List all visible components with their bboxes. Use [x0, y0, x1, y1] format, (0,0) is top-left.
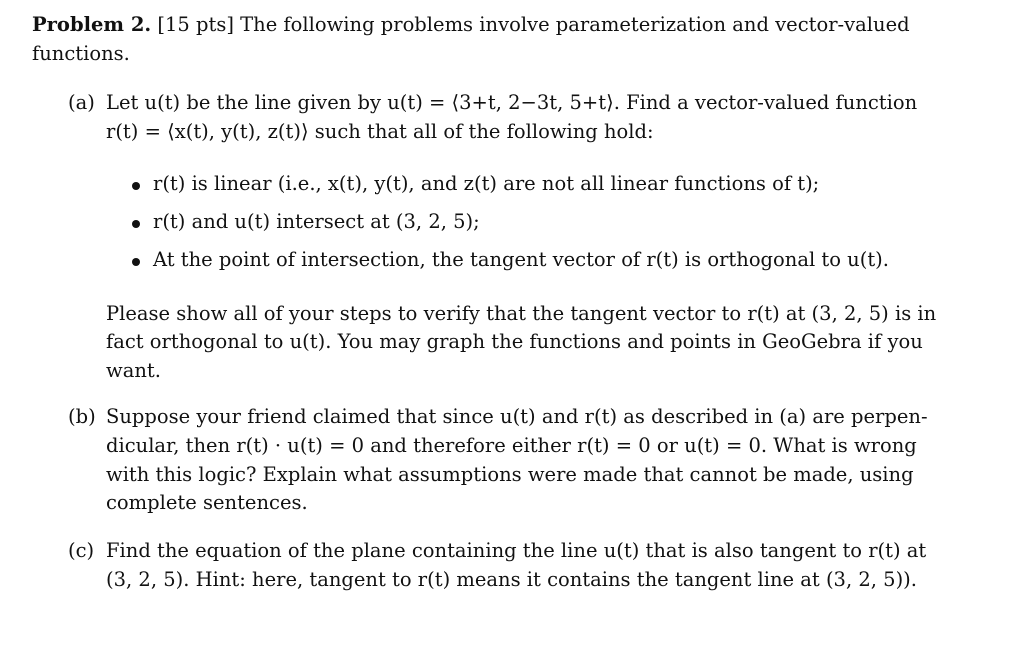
- problem-title-line: [32, 15, 910, 35]
- part-a-paragraph-line-3: want.: [106, 359, 161, 382]
- bullet-2-dot: [132, 220, 140, 228]
- part-a-bullet-1: r(t) is linear (i.e., x(t), y(t), and z(t) are not all linear functions of t);: [153, 172, 820, 195]
- part-a-bullet-3: At the point of intersection, the tangent vector of r(t) is orthogonal to u(t).: [153, 248, 889, 271]
- part-c-label: (c): [68, 539, 95, 562]
- part-b-label: (b): [68, 405, 96, 428]
- part-a-paragraph-line-2: fact orthogonal to u(t). You may graph the functions and points in GeoGebra if you: [106, 330, 923, 353]
- part-c-line-2: (3, 2, 5). Hint: here, tangent to r(t) means it contains the tangent line at (3, 2, 5)).: [106, 568, 917, 591]
- part-a-line-1: Let u(t) be the line given by u(t) = ⟨3+t, 2−3t, 5+t⟩. Find a vector-valued function: [106, 91, 918, 114]
- part-b-line-4: complete sentences.: [106, 491, 308, 514]
- part-a-label: (a): [68, 91, 95, 114]
- part-a-paragraph-line-1: Please show all of your steps to verify that the tangent vector to r(t) at (3, 2, 5) is in: [106, 302, 937, 325]
- part-c-line-1: Find the equation of the plane containing the line u(t) that is also tangent to r(t) at: [106, 539, 927, 562]
- problem-intro: [15 pts] The following problems involve parameterization and vector-valued: [157, 13, 910, 36]
- part-b-line-2: dicular, then r(t) · u(t) = 0 and therefore either r(t) = 0 or u(t) = 0. What is wrong: [106, 434, 917, 457]
- part-a-bullet-2: r(t) and u(t) intersect at (3, 2, 5);: [153, 210, 480, 233]
- part-b-line-3: with this logic? Explain what assumptions were made that cannot be made, using: [106, 463, 914, 486]
- problem-heading: Problem 2.: [32, 13, 152, 36]
- part-a-line-2: r(t) = ⟨x(t), y(t), z(t)⟩ such that all of the following hold:: [106, 120, 654, 143]
- problem-intro-line-2: functions.: [32, 42, 130, 65]
- part-b-line-1: Suppose your friend claimed that since u(t) and r(t) as described in (a) are perpen-: [106, 405, 928, 428]
- bullet-3-dot: [132, 258, 140, 266]
- bullet-1-dot: [132, 182, 140, 190]
